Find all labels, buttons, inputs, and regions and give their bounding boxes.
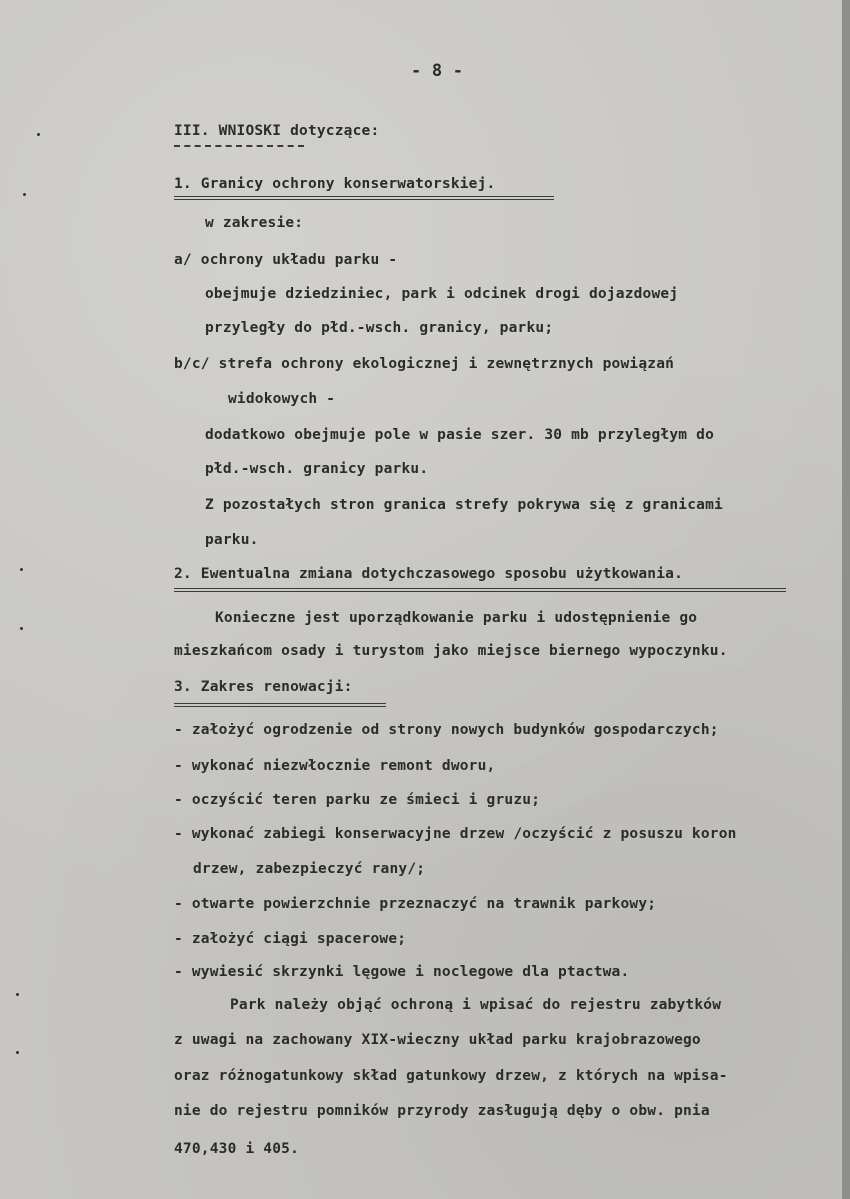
renovation-item-continuation: drzew, zabezpieczyć rany/; <box>193 861 426 877</box>
item-a-line2: obejmuje dziedziniec, park i odcinek drogi dojazdowej <box>205 286 679 302</box>
punch-mark <box>23 193 26 196</box>
item-b-line4: płd.-wsch. granicy parku. <box>205 461 429 477</box>
punch-mark <box>20 568 23 571</box>
closing-line: oraz różnogatunkowy skład gatunkowy drzew, z których na wpisa- <box>174 1068 728 1084</box>
section3-title: 3. Zakres renowacji: <box>174 679 353 695</box>
section3-underline <box>174 703 386 707</box>
heading-underline <box>174 145 304 147</box>
renovation-item: - wywiesić skrzynki lęgowe i noclegowe dla ptactwa. <box>174 964 630 980</box>
renovation-item: - założyć ogrodzenie od strony nowych budynków gospodarczych; <box>174 722 719 738</box>
renovation-item: - otwarte powierzchnie przeznaczyć na trawnik parkowy; <box>174 896 657 912</box>
renovation-item: - wykonać niezwłocznie remont dworu, <box>174 758 496 774</box>
punch-mark <box>16 1051 19 1054</box>
page-number: - 8 - <box>411 61 464 81</box>
scan-edge <box>842 0 850 1199</box>
renovation-item: - oczyścić teren parku ze śmieci i gruzu; <box>174 792 541 808</box>
renovation-item: - założyć ciągi spacerowe; <box>174 931 407 947</box>
closing-line: nie do rejestru pomników przyrody zasługują dęby o obw. pnia <box>174 1103 710 1119</box>
section1-underline <box>174 196 554 200</box>
closing-line: z uwagi na zachowany XIX-wieczny układ parku krajobrazowego <box>174 1032 701 1048</box>
item-b-line6: parku. <box>205 532 259 548</box>
section1-title: 1. Granicy ochrony konserwatorskiej. <box>174 176 496 192</box>
punch-mark <box>20 627 23 630</box>
item-b-line2: widokowych - <box>228 391 336 407</box>
item-b-line1: b/c/ strefa ochrony ekologicznej i zewnętrznych powiązań <box>174 356 675 372</box>
punch-mark <box>37 133 40 136</box>
closing-line: Park należy objąć ochroną i wpisać do rejestru zabytków <box>230 997 722 1013</box>
item-a-line3: przyległy do płd.-wsch. granicy, parku; <box>205 320 554 336</box>
section-heading: III. WNIOSKI dotyczące: <box>174 123 380 139</box>
section1-intro: w zakresie: <box>205 215 304 231</box>
punch-mark <box>16 993 19 996</box>
item-b-line5: Z pozostałych stron granica strefy pokrywa się z granicami <box>205 497 723 513</box>
section2-line2: mieszkańcom osady i turystom jako miejsce biernego wypoczynku. <box>174 643 728 659</box>
section2-title: 2. Ewentualna zmiana dotychczasowego sposobu użytkowania. <box>174 566 683 582</box>
closing-line: 470,430 i 405. <box>174 1141 300 1157</box>
item-a-line1: a/ ochrony układu parku - <box>174 252 398 268</box>
section2-underline <box>174 588 786 592</box>
renovation-item: - wykonać zabiegi konserwacyjne drzew /oczyścić z posuszu koron <box>174 826 737 842</box>
section2-line1: Konieczne jest uporządkowanie parku i udostępnienie go <box>215 610 698 626</box>
item-b-line3: dodatkowo obejmuje pole w pasie szer. 30 mb przyległym do <box>205 427 714 443</box>
